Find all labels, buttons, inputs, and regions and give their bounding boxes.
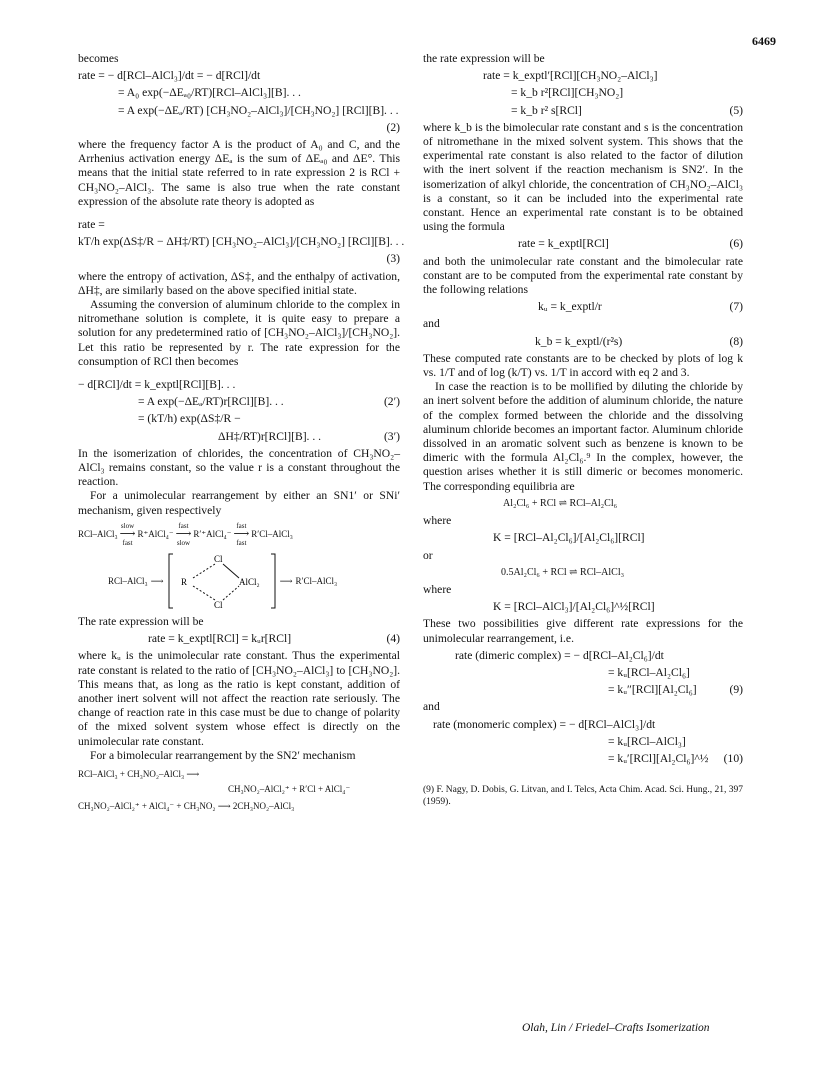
equation-text: rate = (78, 218, 105, 232)
ts-r: R (180, 576, 187, 587)
equation-2-line3 (78, 104, 400, 118)
equation-9-line2 (423, 666, 743, 680)
equation-label: (2) (386, 120, 400, 134)
equation-8 (423, 335, 743, 349)
page-number: 6469 (752, 34, 776, 48)
equation-text: − d[RCl]/dt = k_exptl[RCl][B]. . . (78, 378, 236, 392)
text-becomes: becomes (78, 52, 119, 65)
paragraph: the rate expression will be (423, 52, 545, 65)
equation-text: = A₀ exp(−ΔEₐ₀/RT)[RCl–AlCl₃][B]. . . (118, 86, 301, 100)
ts-cl-top: Cl (213, 553, 223, 564)
equation-text: rate (monomeric complex) = − d[RCl–AlCl₃]/dt (433, 717, 656, 731)
equation-label: (3) (386, 252, 400, 266)
equation-text: rate = k_exptl[RCl] = kᵤr[RCl] (148, 632, 292, 646)
species: R′⁺AlCl₄⁻ (193, 529, 232, 540)
equation-text: rate = k_exptl′[RCl][CH₃NO₂–AlCl₃] (483, 69, 658, 83)
species: R′Cl–AlCl₃ (251, 529, 293, 540)
equation-label: (3′) (383, 429, 400, 443)
species: R′Cl–AlCl₃ (295, 575, 338, 586)
equation-9-line3 (423, 683, 743, 697)
paragraph: In case the reaction is to be mollified by diluting the chloride by an inert solvent before the addition of aluminum chloride, the nature of the complex formed between the chloride and the dissolving aluminum chloride becomes an important factor. Aluminum chloride dissolved in an aromatic solvent such as benzene is known to be dimeric with the formula Al₂Cl₆.⁹ In the complex, however, the question arises whether it is still dimeric or becomes monomeric. The corresponding equilibria are (423, 380, 743, 493)
equation-2-line1 (78, 69, 400, 83)
equation-10-line3 (423, 752, 743, 766)
paragraph: For a bimolecular rearrangement by the SN2′ mechanism (90, 748, 356, 762)
equation-7 (423, 300, 743, 314)
equation-4 (78, 632, 400, 646)
equation-text: = kᵤ″[RCl][Al₂Cl₆] (608, 683, 697, 697)
equation-text: kᵤ = k_exptl/r (538, 300, 602, 314)
right-column (423, 52, 743, 808)
equation-3p-line1 (78, 412, 400, 426)
equation-label: (5) (729, 103, 743, 117)
ts-alcl2: AlCl₂ (238, 576, 260, 587)
equation-text: K = [RCl–AlCl₃]/[Al₂Cl₆]^½[RCl] (493, 600, 655, 614)
left-column (78, 52, 405, 814)
arrow-label-top: fast (236, 521, 247, 530)
paragraph: In the isomerization of chlorides, the concentration of CH₃NO₂–AlCl₃ remains constant, so the value r is a constant throughout the reaction. (78, 446, 400, 489)
equation-text: ΔH‡/RT)r[RCl][B]. . . (218, 429, 322, 443)
equation-label: (8) (729, 334, 743, 348)
equation-label: (6) (729, 237, 743, 251)
running-footer: Olah, Lin / Friedel–Crafts Isomerization (522, 1022, 710, 1034)
equilibrium-constant-2 (423, 600, 743, 614)
equation-3p-line2 (78, 430, 400, 444)
equation-5-line2 (423, 86, 743, 100)
arrow-label-bottom: slow (176, 538, 191, 547)
reaction-arrow: ⟶ (150, 575, 164, 586)
species: RCl–AlCl₃ (108, 575, 148, 586)
equilibrium-constant-1 (423, 531, 743, 545)
equation-3-line2 (78, 235, 405, 249)
equation-5-line3 (423, 104, 743, 118)
equation-text: = k_b r² s[RCl] (511, 103, 582, 117)
equation-text: rate (dimeric complex) = − d[RCl–Al₂Cl₆]/dt (455, 648, 664, 662)
equation-2-line2 (78, 86, 400, 100)
text-and: and (423, 700, 440, 714)
reaction-arrow: slow ⟶ fast (119, 521, 136, 547)
equation-text: CH₃NO₂–AlCl₂⁺ + R′Cl + AlCl₄⁻ (228, 784, 351, 795)
equation-label: (2′) (383, 395, 400, 409)
equation-text: rate = k_exptl[RCl] (518, 237, 609, 251)
equation-text: = kᵤ[RCl–Al₂Cl₆] (608, 665, 690, 679)
text-and: and (423, 317, 440, 331)
reaction-arrow: ⟶ (279, 575, 293, 586)
paragraph: These computed rate constants are to be checked by plots of log k vs. 1/T and of log (k/T) vs. 1/T in accord with eq 2 and 3. (423, 351, 743, 380)
arrow-label-top: slow (120, 521, 135, 530)
equation-text: k_b = k_exptl/(r²s) (535, 334, 623, 348)
paragraph: where the frequency factor A is the product of A₀ and C, and the Arrhenius activation energy ΔEₐ is the sum of ΔEₐ₀ and ΔE°. This means that the initial state referred to in rate expression 2 is RCl + CH₃NO₂–AlCl₃. The same is also true when the rate constant expression of the absolute rate theory is adopted as (78, 138, 400, 208)
equation-text: = k_b r²[RCl][CH₃NO₂] (511, 86, 624, 100)
species: R⁺AlCl₄⁻ (137, 529, 174, 540)
equation-text: = A exp(−ΔEₐ/RT)r[RCl][B]. . . (138, 395, 284, 409)
equation-text: 0.5Al₂Cl₆ + RCl ⇌ RCl–AlCl₃ (501, 566, 625, 578)
text-where: where (423, 514, 452, 528)
equation-9-line1 (423, 649, 743, 663)
reaction-arrow: fast ⟶ slow (175, 521, 192, 547)
paragraph: where the entropy of activation, ΔS‡, and the enthalpy of activation, ΔH‡, are similarly based on the above specified initial state. (78, 269, 400, 297)
reaction-scheme-sn2-line1 (78, 767, 400, 781)
equation-text: = (kT/h) exp(ΔS‡/R − (138, 412, 241, 426)
equation-text: RCl–AlCl₃ + CH₃NO₂–AlCl₃ ⟶ (78, 768, 200, 779)
arrow-label-bottom: fast (122, 538, 133, 547)
equation-3-line1 (78, 218, 400, 232)
text-where: where (423, 582, 452, 596)
equation-2p-line1 (78, 378, 400, 392)
equation-text: = A exp(−ΔEₐ/RT) [CH₃NO₂–AlCl₃]/[CH₃NO₂] [RCl][B]. . . (118, 103, 399, 117)
equation-5-line1 (423, 69, 743, 83)
equation-label: (4) (386, 632, 400, 646)
paragraph: These two possibilities give different rate expressions for the unimolecular rearrangement, i.e. (423, 617, 743, 645)
equation-2-label-row (78, 121, 400, 135)
paragraph: where kᵤ is the unimolecular rate constant. Thus the experimental rate constant is related to the ratio of [CH₃NO₂–AlCl₃] to [CH₃NO₂]. This means that, as long as the ratio is kept constant, addition of another inert solvent will not affect the reaction rate seriously. The change of reaction rate in this case must be due to change of polarity of the mixed solvent system whose effect is directly on the unimolecular rate constant. (78, 649, 400, 748)
arrow-label-top: fast (178, 521, 189, 530)
equation-3-label-row (78, 252, 400, 266)
paragraph: The rate expression will be (78, 614, 204, 628)
equation-label: (7) (729, 300, 743, 314)
text-or: or (423, 548, 433, 562)
equation-2p-line2 (78, 395, 400, 409)
equation-10-line1 (423, 718, 743, 732)
reaction-scheme-sn2-line3 (78, 799, 400, 813)
paragraph: Assuming the conversion of aluminum chloride to the complex in nitromethane solution is complete, it is quite easy to prepare a solution for any predetermined ratio of [CH₃NO₂–AlCl₃]/[CH₃NO₂]. Let this ratio be represented by r. The rate expression for the consumption of RCl then becomes (78, 298, 400, 368)
equation-text: rate = − d[RCl–AlCl₃]/dt = − d[RCl]/dt (78, 69, 261, 83)
equation-text: K = [RCl–Al₂Cl₆]/[Al₂Cl₆][RCl] (493, 531, 645, 545)
reaction-scheme-sn2-line2 (228, 782, 400, 796)
paragraph: For a unimolecular rearrangement by either an SN1′ or SNi′ mechanism, given respectively (78, 489, 400, 517)
equation-text: kT/h exp(ΔS‡/R − ΔH‡/RT) [CH₃NO₂–AlCl₃]/[CH₃NO₂] [RCl][B]. . . (78, 235, 405, 249)
equation-label: (9) (729, 683, 743, 697)
arrow-label-bottom: fast (236, 538, 247, 547)
footnote: (9) F. Nagy, D. Dobis, G. Litvan, and I. Telcs, Acta Chim. Acad. Sci. Hung., 21, 397 (1959). (423, 785, 743, 808)
equation-text: = kᵤ[RCl–AlCl₃] (608, 734, 686, 748)
equilibrium-monomeric (423, 566, 743, 580)
paragraph: and both the unimolecular rate constant and the bimolecular rate constant are to be computed from the experimental rate constant by the following relations (423, 254, 743, 297)
equation-text: Al₂Cl₆ + RCl ⇌ RCl–Al₂Cl₆ (503, 497, 618, 509)
equation-label: (10) (723, 751, 743, 765)
equation-10-line2 (423, 735, 743, 749)
paragraph: where k_b is the bimolecular rate constant and s is the concentration of nitromethane in the mixed solvent system. This shows that the experimental rate constant is also related to the factor of dilution with the inert solvent if the reaction mechanism is SN2′. In the isomerization of alkyl chloride, the concentration of CH₃NO₂–AlCl₃ is a constant, so it can be included into the experimental rate constant. Hence an experimental rate constant is to be obtained using the formula (423, 120, 743, 234)
equation-text: CH₃NO₂–AlCl₂⁺ + AlCl₄⁻ + CH₃NO₂ ⟶ 2CH₃NO₂–AlCl₃ (78, 801, 295, 812)
equation-text: = kᵤ′[RCl][Al₂Cl₆]^½ (608, 751, 709, 765)
equilibrium-dimeric (423, 497, 743, 511)
species: RCl–AlCl₃ (78, 529, 118, 540)
ts-cl-bottom: Cl (213, 599, 223, 610)
reaction-arrow: fast ⟶ fast (233, 521, 250, 547)
reaction-scheme-sn1 (78, 522, 400, 547)
transition-state-bracket (167, 552, 277, 610)
equation-6 (423, 237, 743, 251)
reaction-scheme-sni (78, 551, 400, 611)
